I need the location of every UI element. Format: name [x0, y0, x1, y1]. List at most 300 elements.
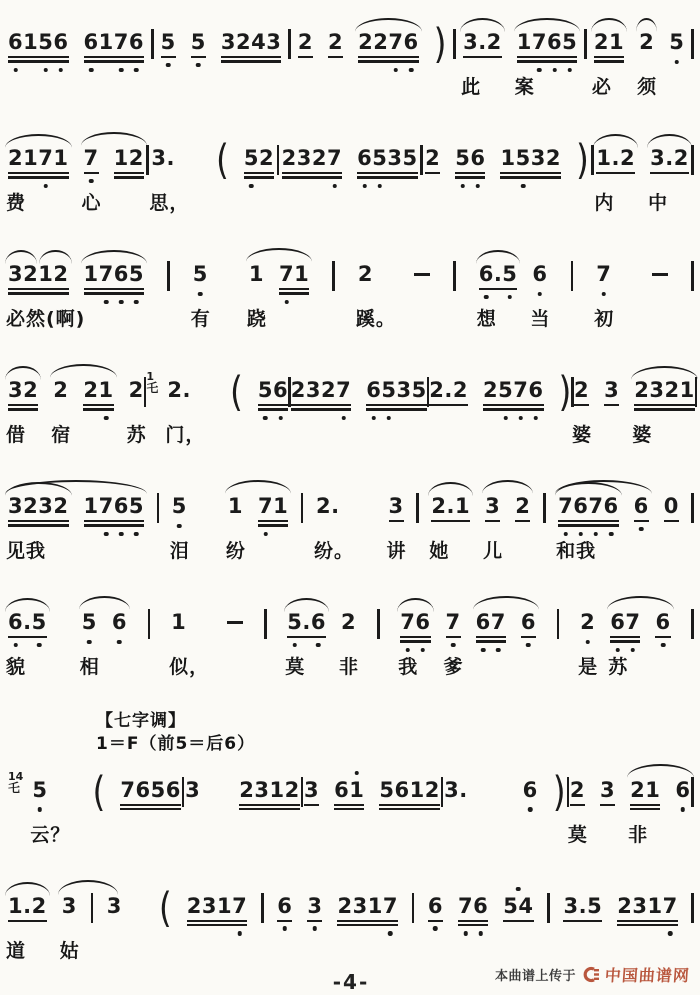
- meter-mark: [146, 371, 158, 394]
- underline-beam: [485, 520, 500, 522]
- phrase-paren-close: ): [575, 134, 589, 184]
- underline-beam: [8, 172, 69, 174]
- note-digits: [580, 611, 595, 634]
- note-digit: 3: [352, 893, 368, 918]
- underline-beam: [291, 404, 352, 406]
- note-digit: 2: [486, 30, 502, 54]
- note-token: [500, 147, 561, 170]
- barline: [691, 777, 694, 807]
- note-token: [628, 777, 661, 846]
- measure: [149, 134, 275, 214]
- underline-beam: [8, 56, 69, 58]
- lyric-text: 内: [594, 192, 615, 214]
- note-digit: 1: [83, 494, 99, 518]
- notation-line: [8, 362, 694, 454]
- octave-dot-low: [538, 292, 543, 297]
- note-digits: [258, 379, 288, 402]
- lyric-text: 貌: [6, 656, 27, 678]
- octave-dot-low: [87, 640, 92, 645]
- barline: [567, 777, 570, 807]
- note-token: [398, 610, 431, 678]
- note-digits: [563, 895, 602, 918]
- barline: [91, 893, 94, 923]
- lyric-text: 苏: [608, 656, 629, 678]
- note-token: [277, 895, 292, 918]
- note-digit: 5: [516, 147, 531, 170]
- note-digit: 5: [32, 779, 47, 802]
- underline-beam: [455, 176, 485, 178]
- note-digit: 6: [547, 31, 562, 54]
- note-digit: 5: [32, 611, 47, 634]
- note-token: [386, 494, 407, 562]
- note-token: [298, 31, 313, 54]
- note-digit: 6: [135, 777, 151, 802]
- note-digit: 6: [473, 895, 488, 918]
- underline-beam: [291, 408, 352, 410]
- underline-beam: [334, 808, 364, 810]
- underline-beam: [515, 520, 530, 522]
- underline-beam: [517, 56, 578, 58]
- underline-beam: [84, 172, 99, 174]
- note-digit: 6: [573, 495, 588, 518]
- note-digits: [307, 895, 322, 918]
- note-digits: [151, 147, 175, 170]
- note-digits: [476, 611, 506, 634]
- barline: [695, 377, 698, 407]
- measure: [169, 610, 243, 678]
- underline-beam: [558, 524, 619, 526]
- note-digit: 7: [84, 147, 99, 170]
- note-digit: 1: [273, 494, 289, 518]
- note-token: [461, 30, 502, 98]
- underline-beam: [558, 520, 619, 522]
- phrase-paren-close: ): [552, 766, 566, 816]
- barline: [584, 29, 587, 59]
- note-digit: 3: [444, 777, 460, 802]
- note-digit: .: [302, 610, 311, 634]
- octave-dot-low: [675, 60, 680, 65]
- note-token: [6, 494, 69, 562]
- note-digits: [277, 895, 292, 918]
- note-digit: 2: [664, 378, 680, 402]
- note-digits: [172, 495, 187, 518]
- note-digits: [532, 263, 547, 286]
- octave-dot-low: [119, 532, 124, 537]
- note-digit: 1: [645, 777, 661, 802]
- note-digit: 2: [569, 777, 586, 802]
- underline-beam: [366, 404, 427, 406]
- note-token: [339, 610, 360, 678]
- lyric-text: 案: [514, 76, 535, 98]
- note-digit: 2: [83, 378, 99, 402]
- note-token: [443, 610, 464, 678]
- note-token: [126, 378, 147, 446]
- note-digit: 5: [150, 777, 166, 802]
- note-token: [594, 146, 636, 214]
- underline-beam: [244, 172, 274, 174]
- section-header: [96, 710, 694, 756]
- note-digit: 3: [307, 895, 322, 918]
- underline-beam: [400, 640, 430, 642]
- underline-beam: [517, 60, 578, 62]
- note-token: [149, 146, 190, 214]
- note-digit: 7: [446, 611, 461, 634]
- note-digit: 3: [388, 494, 404, 518]
- note-token: [503, 895, 533, 918]
- barline: [441, 777, 444, 807]
- underline-beam: [570, 804, 585, 806]
- note-digit: 7: [232, 895, 247, 918]
- lyric-text: 借: [6, 424, 27, 446]
- note-digit: 1: [269, 777, 285, 802]
- note-digit: 5: [562, 31, 577, 54]
- octave-dot-low: [668, 931, 673, 936]
- octave-dot-low: [119, 68, 124, 73]
- note-digit: 2: [320, 378, 337, 402]
- note-digit: 3: [220, 30, 236, 54]
- meter-mark-top: 1: [146, 370, 154, 383]
- underline-beam: [8, 404, 38, 406]
- note-digit: 5: [402, 146, 418, 170]
- note-digit: 2: [357, 262, 373, 286]
- octave-dot-low: [341, 416, 346, 421]
- note-digit: 2: [373, 30, 389, 54]
- note-digit: 2: [593, 30, 609, 54]
- note-token: [578, 610, 599, 678]
- note-digit: 6: [634, 495, 649, 518]
- note-digits: [221, 31, 282, 54]
- underline-beam: [277, 920, 292, 922]
- octave-dot-low: [503, 416, 508, 421]
- slur-arc: [225, 480, 291, 494]
- barline: [691, 609, 694, 639]
- note-digits: [428, 895, 443, 918]
- octave-dot-low: [44, 68, 49, 73]
- lyric-text: 纷: [225, 540, 246, 562]
- underline-beam: [114, 172, 144, 174]
- octave-dot-low: [552, 68, 557, 73]
- note-token: [571, 378, 592, 446]
- note-digits: [8, 263, 69, 286]
- note-token: [594, 262, 615, 330]
- note-digits: [634, 379, 695, 402]
- note-digit: 3: [8, 378, 24, 402]
- note-digits: [655, 611, 670, 634]
- underline-beam: [425, 172, 440, 174]
- note-digit: 7: [400, 611, 415, 634]
- note-token: [637, 30, 658, 98]
- note-digit: 1: [171, 610, 187, 634]
- note-digit: 6: [8, 611, 23, 634]
- note-digits: [463, 31, 502, 54]
- octave-dot-low: [38, 807, 43, 812]
- note-digit: 2: [128, 146, 144, 170]
- note-digit: 7: [258, 495, 273, 518]
- underline-beam: [634, 520, 649, 522]
- note-digits: [191, 31, 206, 54]
- note-digit: 6: [53, 31, 68, 54]
- barline: [148, 609, 151, 639]
- underline-beam: [500, 172, 561, 174]
- note-digit: 6: [84, 31, 99, 54]
- underline-beam: [610, 636, 640, 638]
- underline-beam: [8, 520, 69, 522]
- note-digit: 1: [8, 893, 24, 918]
- underline-beam: [521, 636, 536, 638]
- note-digits: [53, 379, 68, 402]
- note-digit: 6: [277, 895, 292, 918]
- note-digit: 3: [303, 777, 320, 802]
- measure: [304, 779, 440, 802]
- note-digit: 5: [258, 379, 273, 402]
- note-digit: 1: [227, 494, 243, 518]
- note-token: [355, 262, 396, 330]
- underline-beam: [8, 524, 69, 526]
- note-digits: [425, 147, 440, 170]
- note-digits: [112, 611, 127, 634]
- underline-beam: [84, 288, 145, 290]
- octave-dot-low: [362, 184, 367, 189]
- lyric-text: 我: [398, 656, 419, 678]
- note-token: [307, 895, 322, 918]
- note-digit: 4: [251, 30, 267, 54]
- note-digits: [287, 611, 326, 634]
- note-digits: [8, 495, 69, 518]
- note-digit: 5: [287, 611, 302, 634]
- note-token: [225, 494, 246, 562]
- note-digit: 2: [431, 494, 447, 518]
- note-token: [84, 263, 145, 286]
- underline-beam: [337, 920, 398, 922]
- octave-dot-low: [387, 416, 392, 421]
- note-digits: [617, 895, 678, 918]
- barline: [377, 609, 380, 639]
- underline-beam: [120, 804, 181, 806]
- measure: [355, 262, 430, 330]
- note-digits: [574, 379, 589, 402]
- note-token: [608, 610, 641, 678]
- slur-arc-cross-bar: [58, 880, 119, 895]
- note-digits: [455, 147, 485, 170]
- lyric-text: 相: [79, 656, 100, 678]
- note-token: [358, 31, 419, 54]
- lyric-text: 宿: [51, 424, 72, 446]
- octave-dot-low: [378, 184, 383, 189]
- underline-beam: [503, 920, 533, 922]
- note-digit: 3: [106, 893, 122, 918]
- slur-arc: [627, 764, 693, 778]
- underline-beam: [455, 172, 485, 174]
- lyric-text: 想: [476, 308, 497, 330]
- note-token: [414, 263, 430, 276]
- note-token: [107, 895, 122, 918]
- underline-beam: [610, 640, 640, 642]
- underline-beam: [8, 920, 47, 922]
- note-digits: [282, 147, 343, 170]
- measure: [563, 895, 677, 918]
- note-digits: [358, 31, 419, 54]
- note-token: [282, 147, 343, 170]
- note-digit: .: [23, 893, 32, 918]
- underline-beam: [114, 176, 144, 178]
- note-token: [428, 895, 443, 918]
- measure: [6, 610, 127, 678]
- barline: [547, 893, 550, 923]
- underline-beam: [8, 176, 69, 178]
- note-digit: 7: [513, 379, 528, 402]
- note-token: [334, 779, 364, 802]
- barline: [332, 261, 335, 291]
- meter-mark: [8, 771, 23, 794]
- note-digit: 7: [336, 379, 351, 402]
- octave-dot-low: [177, 524, 182, 529]
- note-digit: 6: [273, 379, 288, 402]
- note-digit: 2: [53, 378, 69, 402]
- note-token: [476, 262, 518, 330]
- note-digits: [366, 379, 427, 402]
- note-digit: 1: [83, 262, 99, 286]
- underline-beam: [563, 920, 602, 922]
- note-digits: [500, 147, 561, 170]
- note-digit: 3: [266, 30, 282, 54]
- note-digit: 2: [515, 494, 531, 518]
- note-digit: 6: [415, 611, 430, 634]
- note-digit: 1: [113, 146, 129, 170]
- underline-beam: [8, 60, 69, 62]
- note-token: [530, 262, 551, 330]
- note-digit: 7: [588, 495, 603, 518]
- underline-beam: [594, 60, 624, 62]
- underline-beam: [358, 60, 419, 62]
- underline-beam: [379, 808, 440, 810]
- note-token: [669, 31, 684, 54]
- note-digit: 5: [372, 147, 387, 170]
- underline-beam: [458, 920, 488, 922]
- note-token: [591, 30, 625, 98]
- octave-dot-low: [478, 931, 483, 936]
- octave-dot-low: [44, 184, 49, 189]
- note-digits: [82, 611, 97, 634]
- note-token: [30, 777, 71, 846]
- note-digit: 1: [349, 779, 364, 802]
- octave-dot-low: [394, 68, 399, 73]
- note-digits: [167, 379, 191, 402]
- note-digits: [600, 779, 615, 802]
- note-token: [425, 147, 440, 170]
- meter-mark-bottom: 乇: [8, 780, 21, 795]
- barline: [261, 893, 264, 923]
- lyric-text: 姑: [59, 939, 80, 962]
- note-digits: [193, 263, 208, 286]
- note-digit: 6: [675, 779, 690, 802]
- note-digits: [171, 611, 186, 634]
- barline: [151, 29, 154, 59]
- barline: [691, 893, 694, 923]
- note-digit: .: [459, 777, 468, 802]
- underline-beam: [630, 808, 660, 810]
- slur-arc: [50, 364, 116, 378]
- lyric-text: 必: [591, 76, 612, 98]
- note-digit: 2: [186, 893, 202, 918]
- note-digit: 2: [31, 893, 47, 918]
- note-digit: 1: [516, 30, 532, 54]
- note-digit: 3: [600, 777, 616, 802]
- note-digits: [594, 31, 624, 54]
- underline-beam: [221, 56, 282, 58]
- note-digit: 2: [128, 378, 144, 402]
- underline-beam: [596, 172, 635, 174]
- note-digits: [634, 495, 649, 518]
- note-digits: [675, 779, 690, 802]
- note-digit: 1: [98, 30, 114, 54]
- note-digits: [187, 895, 248, 918]
- note-digits: [650, 147, 689, 170]
- note-digit: 2: [483, 378, 499, 402]
- note-digits: [479, 263, 518, 286]
- note-digit: 2: [53, 494, 69, 518]
- octave-dot-low: [89, 179, 94, 184]
- note-digits: [298, 31, 313, 54]
- note-digits: [279, 263, 309, 286]
- octave-dot-high: [516, 887, 521, 892]
- lyric-text: 心: [81, 192, 102, 214]
- octave-dot-low: [278, 416, 283, 421]
- barline: [543, 493, 546, 523]
- key-signature-label: 1＝F（前5＝后6）: [96, 733, 256, 754]
- lyric-text: 道: [6, 939, 27, 962]
- note-digits: [114, 147, 144, 170]
- note-token: [634, 495, 649, 518]
- note-token: [357, 147, 418, 170]
- underline-beam: [357, 172, 418, 174]
- note-digits: [83, 379, 113, 402]
- underline-beam: [476, 636, 506, 638]
- note-token: [279, 263, 309, 286]
- note-digit: 2: [23, 378, 39, 402]
- note-digit: 3: [604, 378, 620, 402]
- note-digit: 1: [23, 146, 39, 170]
- note-digit: 5: [455, 147, 470, 170]
- note-token: [185, 779, 200, 802]
- phrase-paren-open: (: [158, 882, 172, 932]
- notation-line: [8, 762, 694, 854]
- note-digits: [521, 611, 536, 634]
- note-digits: [596, 147, 635, 170]
- underline-beam: [84, 520, 145, 522]
- note-token: [655, 611, 670, 634]
- underline-beam: [279, 288, 309, 290]
- note-token: [191, 31, 206, 54]
- note-digits: [596, 263, 611, 286]
- note-digits: [431, 495, 470, 518]
- phrase-paren-close: ): [433, 18, 447, 68]
- lyric-text: 费: [6, 192, 27, 214]
- note-digit: 5: [381, 379, 396, 402]
- lyric-text: 爹: [443, 656, 464, 678]
- underline-beam: [357, 176, 418, 178]
- note-token: [244, 147, 274, 170]
- underline-beam: [83, 404, 113, 406]
- barline: [591, 145, 594, 175]
- note-digit: 2: [630, 777, 646, 802]
- barline: [420, 145, 423, 175]
- note-digit: 5: [411, 378, 427, 402]
- octave-dot-low: [237, 931, 242, 936]
- octave-dot-low: [508, 295, 513, 300]
- note-token: [81, 146, 102, 214]
- lyric-text: 当: [530, 308, 551, 330]
- octave-dot-low: [409, 68, 414, 73]
